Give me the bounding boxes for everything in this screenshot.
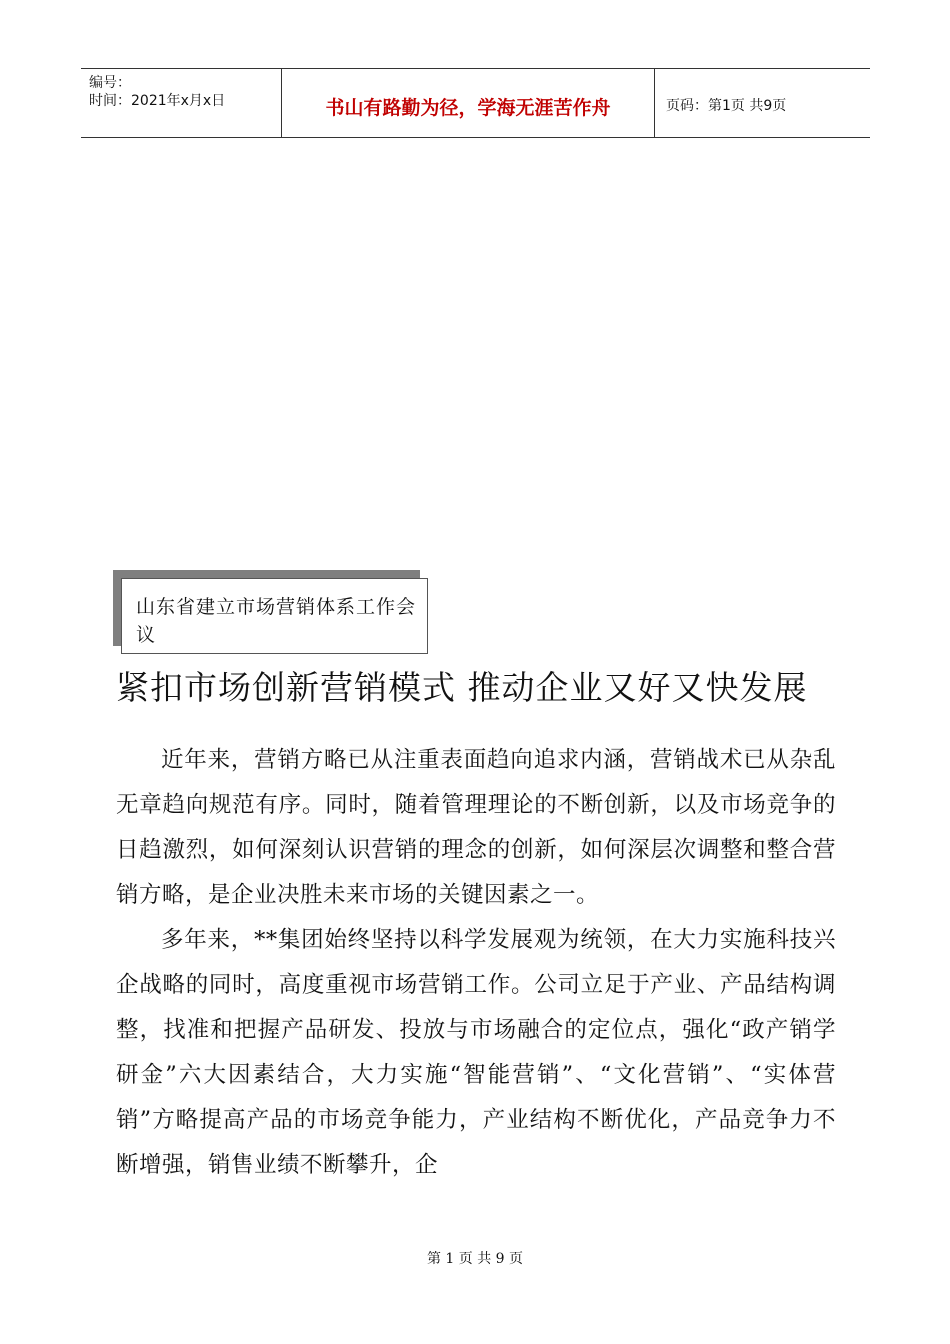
- meeting-tag-text: 山东省建立市场营销体系工作会议: [136, 596, 417, 646]
- document-title: 紧扣市场创新营销模式 推动企业又好又快发展: [116, 668, 808, 707]
- time-label: 时间：2021年x月x日: [89, 93, 226, 109]
- page-code: 页码：第1页 共9页: [666, 98, 787, 114]
- meeting-tag-box: [121, 578, 428, 654]
- paragraph-1: 近年来，营销方略已从注重表面趋向追求内涵，营销战术已从杂乱无章趋向规范有序。同时，随着管理理论的不断创新，以及市场竞争的日趋激烈，如何深刻认识营销的理念的创新，如何深层次调整和整合营销方略，是企业决胜未来市场的关键因素之一。: [116, 747, 836, 908]
- document-header: [81, 68, 870, 138]
- header-meta-cell: [81, 69, 281, 137]
- motto-text: 书山有路勤为径，学海无涯苦作舟: [325, 97, 611, 119]
- header-motto-cell: [281, 69, 655, 137]
- page-footer: 第 1 页 共 9 页: [426, 1251, 524, 1267]
- document-body: [116, 738, 836, 1188]
- number-label: 编号：: [89, 75, 131, 91]
- paragraph-2: 多年来，**集团始终坚持以科学发展观为统领，在大力实施科技兴企战略的同时，高度重视市场营销工作。公司立足于产业、产品结构调整，找准和把握产品研发、投放与市场融合的定位点，强化“政产销学研金”六大因素结合，大力实施“智能营销”、“文化营销”、“实体营销”方略提高产品的市场竞争能力，产业结构不断优化，产品竞争力不断增强，销售业绩不断攀升，企: [116, 927, 836, 1178]
- header-page-cell: [654, 69, 870, 137]
